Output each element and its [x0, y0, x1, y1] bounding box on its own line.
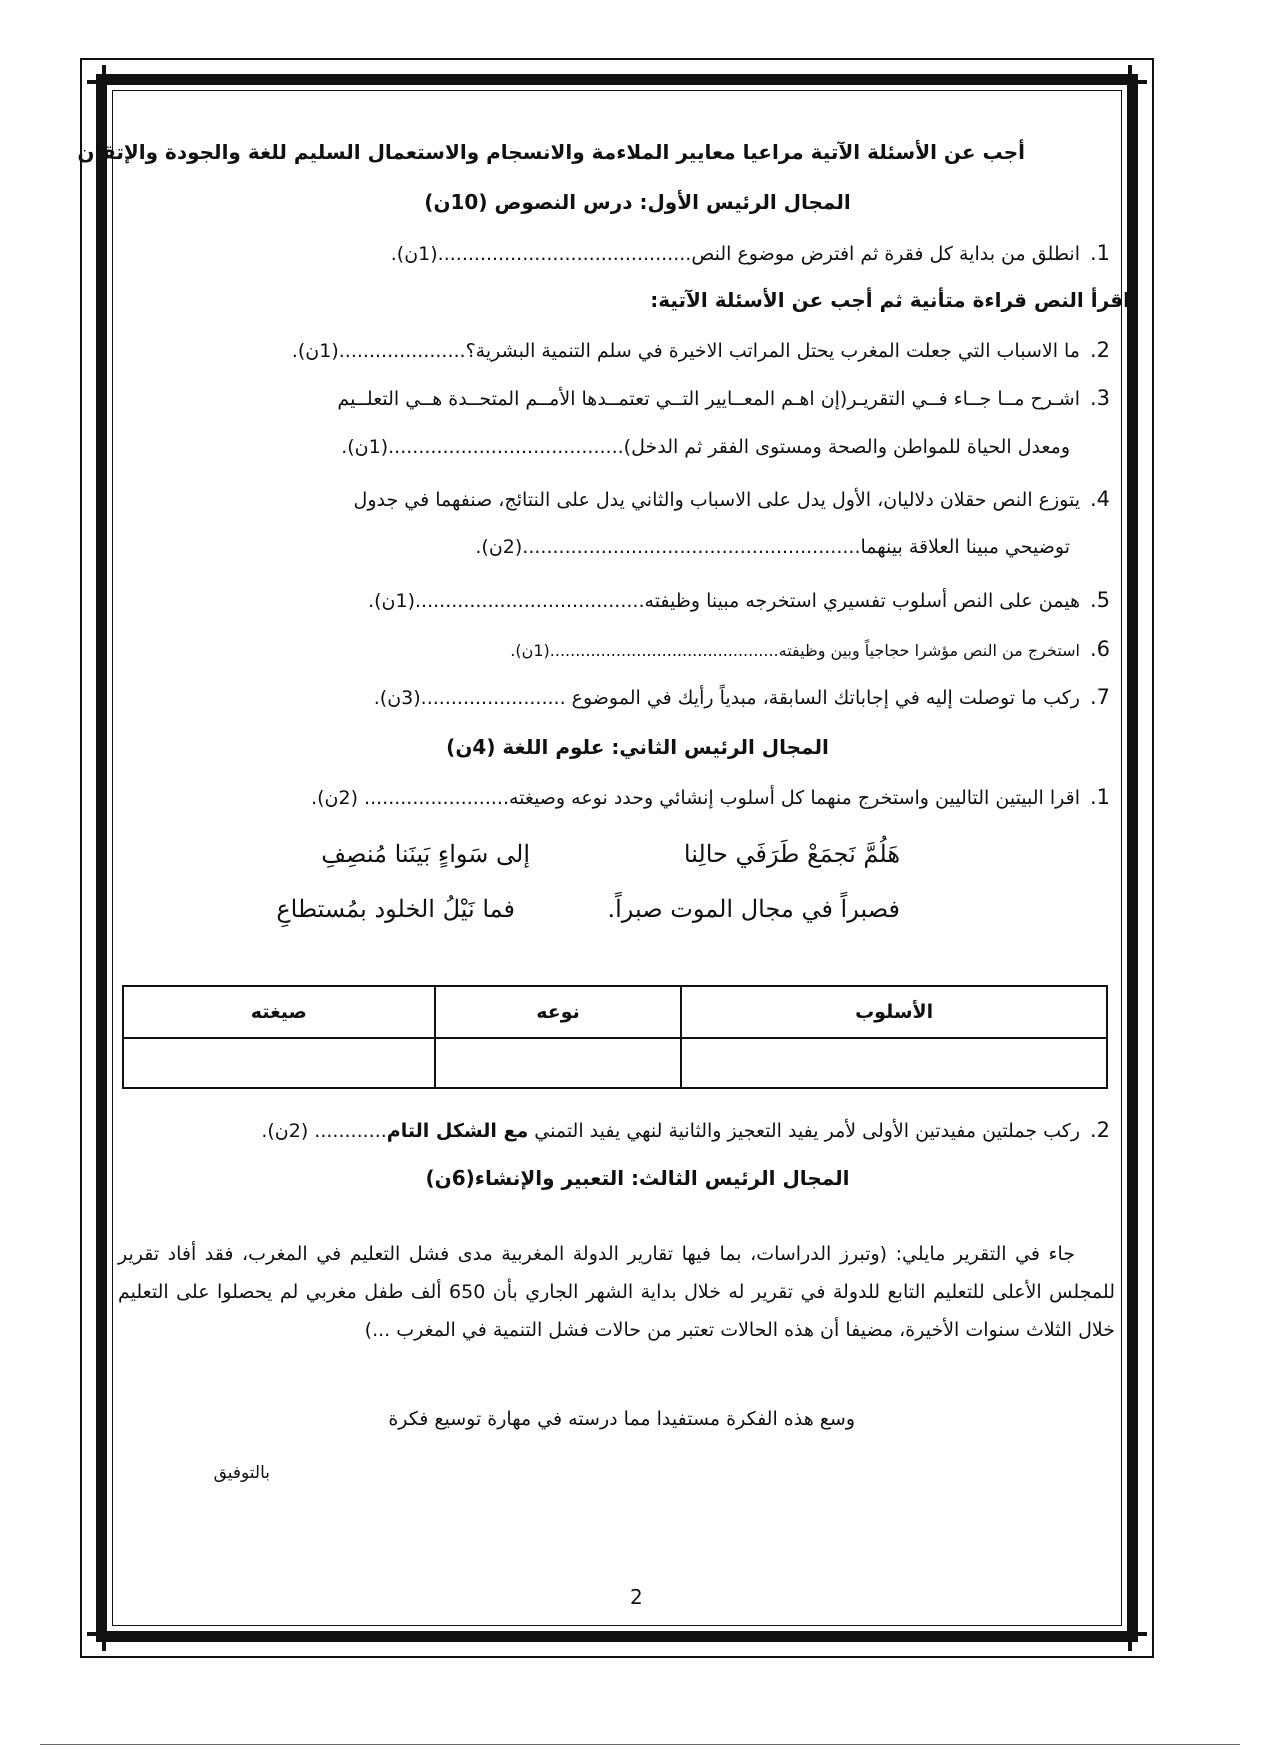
- table-header-cell: نوعه: [435, 986, 682, 1038]
- question-number: 4.: [1089, 487, 1110, 511]
- section1-title: المجال الرئيس الأول: درس النصوص (10ن): [424, 190, 851, 214]
- closing-note: بالتوفيق: [213, 1463, 270, 1483]
- question-text: يتوزع النص حقلان دلاليان، الأول يدل على الاسباب والثاني يدل على النتائج، صنفهما في جدول: [353, 489, 1080, 511]
- question-number: 1.: [1089, 785, 1110, 809]
- question-3: [337, 386, 1110, 410]
- question-number: 2.: [1089, 338, 1110, 362]
- question-6: [510, 637, 1110, 661]
- table-header-row: [123, 986, 1107, 1038]
- exam-instructions: أجب عن الأسئلة الآتية مراعيا معايير الملاءمة والانسجام والاستعمال السليم للغة والجودة والإتقان: [77, 140, 1025, 164]
- table-header-cell: الأسلوب: [681, 986, 1107, 1038]
- question-number: 6.: [1089, 637, 1110, 661]
- frame-corner-ornament: [87, 1617, 121, 1651]
- verse-1-second-half: إلى سَواءٍ بَينَنا مُنصِفِ: [321, 840, 530, 868]
- reading-instruction: اقرأ النص قراءة متأنية ثم أجب عن الأسئلة الآتية:: [650, 288, 1130, 312]
- table-header-cell: صيغته: [123, 986, 435, 1038]
- table-cell[interactable]: [681, 1038, 1107, 1088]
- verse-2-first-half: فصبراً في مجال الموت صبراً.: [607, 895, 900, 923]
- question-number: 3.: [1089, 386, 1110, 410]
- question-number: 7.: [1089, 685, 1110, 709]
- question-4-continued: توضيحي مبينا العلاقة بينهما........................................................(2ن).: [475, 536, 1070, 558]
- frame-corner-ornament: [1113, 65, 1147, 99]
- page-frame-inner: [112, 90, 1122, 1626]
- question-text: استخرج من النص مؤشرا حجاجياً وبين وظيفته.............................................(1ن).: [510, 641, 1080, 660]
- question-text: هيمن على النص أسلوب تفسيري استخرجه مبينا وظيفته......................................(1ن).: [368, 590, 1080, 612]
- bottom-divider: [40, 1744, 1240, 1745]
- question-text: اقرا البيتين التاليين واستخرج منهما كل أسلوب إنشائي وحدد نوعه وصيغته........................ (2ن).: [311, 787, 1080, 809]
- verse-1-first-half: هَلُمَّ نَجمَعْ طَرَفَي حالِنا: [683, 840, 900, 868]
- writing-task: وسع هذه الفكرة مستفيدا مما درسته في مهارة توسيع فكرة: [388, 1408, 855, 1430]
- frame-corner-ornament: [1113, 1617, 1147, 1651]
- question-7: [374, 685, 1110, 709]
- frame-corner-ornament: [87, 65, 121, 99]
- question-4: [354, 487, 1110, 511]
- section3-title: المجال الرئيس الثالث: التعبير والإنشاء(6ن): [425, 1166, 850, 1190]
- question-5: [368, 588, 1110, 612]
- question-text: ركب جملتين مفيدتين الأولى لأمر يفيد التعجيز والثانية لنهي يفيد التمني: [528, 1120, 1080, 1142]
- question-number: 2.: [1089, 1118, 1110, 1142]
- table-row: [123, 1038, 1107, 1088]
- section2-question-1: [311, 785, 1110, 809]
- question-3-continued: ومعدل الحياة للمواطن والصحة ومستوى الفقر ثم الدخل).......................................(1ن).: [341, 436, 1070, 458]
- table-cell[interactable]: [435, 1038, 682, 1088]
- question-text: ما الاسباب التي جعلت المغرب يحتل المراتب الاخيرة في سلم التنمية البشرية؟.....................(1ن).: [291, 340, 1080, 362]
- question-number: 1.: [1089, 241, 1110, 265]
- report-excerpt: جاء في التقرير مايلي: (وتبرز الدراسات، بما فيها تقارير الدولة المغربية مدى فشل التعليم في المغرب، فقد أفاد تقرير للمجلس الأعلى للتعليم التابع للدولة في تقرير له خلال بداية الشهر الجاري بأن 650 ألف طفل مغربي لم يحصلوا على التعليم خلال الثلاث سنوات الأخيرة، مضيفا أن هذه الحالات تعتبر من حالات فشل التنمية في المغرب ...): [118, 1243, 1115, 1341]
- question-2: [292, 338, 1110, 362]
- question-number: 5.: [1089, 588, 1110, 612]
- page-number: 2: [630, 1585, 643, 1609]
- question-text: انطلق من بداية كل فقرة ثم افترض موضوع النص..........................................(1ن).: [390, 243, 1080, 265]
- question-text-emphasis: مع الشكل التام: [386, 1120, 529, 1142]
- question-text: اشـرح مــا جــاء فــي التقريـر(إن اهـم المعــايير التــي تعتمــدها الأمــم المتحــدة هــي التعلــيم: [337, 388, 1080, 410]
- answer-table: [122, 985, 1108, 1089]
- table-cell[interactable]: [123, 1038, 435, 1088]
- verse-2-second-half: فما نَيْلُ الخلود بمُستطاعِ: [276, 895, 515, 923]
- question-1: [391, 241, 1110, 265]
- section2-title: المجال الرئيس الثاني: علوم اللغة (4ن): [446, 735, 829, 759]
- question-text-end: ............ (2ن).: [261, 1120, 387, 1142]
- section2-question-2: [261, 1118, 1110, 1142]
- question-text: ركب ما توصلت إليه في إجاباتك السابقة، مبدياً رأيك في الموضوع ........................(3ن).: [373, 687, 1080, 709]
